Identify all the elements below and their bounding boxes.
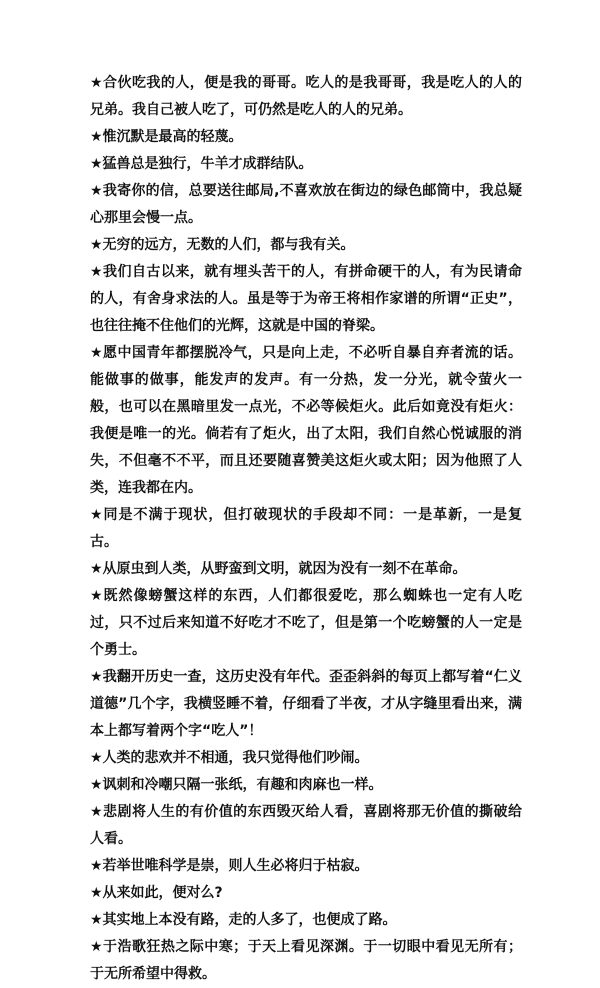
quote-8: ★同是不满于现状，但打破现状的手段却不同：一是革新，一是复古。 [90, 507, 522, 550]
quote-17: ★其实地上本没有路，走的人多了，也便成了路。 [90, 912, 397, 928]
quote-1: ★合伙吃我的人，便是我的哥哥。吃人的是我哥哥，我是吃人的人的兄弟。我自己被人吃了，可仍然是吃人的人的兄弟。 [90, 75, 522, 118]
quote-4: ★我寄你的信，总要送往邮局,不喜欢放在街边的绿色邮筒中，我总疑心那里会慢一点。 [90, 183, 522, 226]
quote-7: ★愿中国青年都摆脱冷气，只是向上走，不必听自暴自弃者流的话。能做事的做事，能发声的发声。有一分热，发一分光，就令萤火一般，也可以在黑暗里发一点光，不必等候炬火。此后如竟没有炬火：我便是唯一的光。倘若有了炬火，出了太阳，我们自然心悦诚服的消失，不但毫不不平，而且还要随喜赞美这炬火或太阳；因为他照了人类，连我都在内。 [90, 345, 522, 496]
quote-12: ★人类的悲欢并不相通，我只觉得他们吵闹。 [90, 750, 369, 766]
quote-10: ★既然像螃蟹这样的东西，人们都很爱吃，那么蜘蛛也一定有人吃过，只不过后来知道不好吃才不吃了，但是第一个吃螃蟹的人一定是个勇士。 [90, 588, 522, 658]
quote-16: ★从来如此，便对么? [90, 885, 223, 901]
quote-14: ★悲剧将人生的有价值的东西毁灭给人看，喜剧将那无价值的撕破给人看。 [90, 804, 522, 847]
quote-2: ★惟沉默是最高的轻蔑。 [90, 129, 243, 145]
quote-9: ★从原虫到人类，从野蛮到文明，就因为没有一刻不在革命。 [90, 561, 467, 577]
quote-13: ★讽刺和冷嘲只隔一张纸，有趣和肉麻也一样。 [90, 777, 383, 793]
quote-18: ★于浩歌狂热之际中寒；于天上看见深渊。于一切眼中看见无所有；于无所希望中得救。 [90, 939, 522, 982]
quote-15: ★若举世唯科学是崇，则人生必将归于枯寂。 [90, 858, 369, 874]
quote-11: ★我翻开历史一查，这历史没有年代。歪歪斜斜的每页上都写着“仁义道德”几个字，我横竖睡不着，仔细看了半夜，才从字缝里看出来，满本上都写着两个字“吃人”！ [90, 669, 522, 739]
quote-6: ★我们自古以来，就有埋头苦干的人，有拼命硬干的人，有为民请命的人，有舍身求法的人。虽是等于为帝王将相作家谱的所谓“正史”，也往往掩不住他们的光辉，这就是中国的脊梁。 [90, 264, 522, 334]
quote-5: ★无穷的远方，无数的人们，都与我有关。 [90, 237, 355, 253]
quote-3: ★猛兽总是独行，牛羊才成群结队。 [90, 156, 313, 172]
quote-list [90, 70, 522, 988]
